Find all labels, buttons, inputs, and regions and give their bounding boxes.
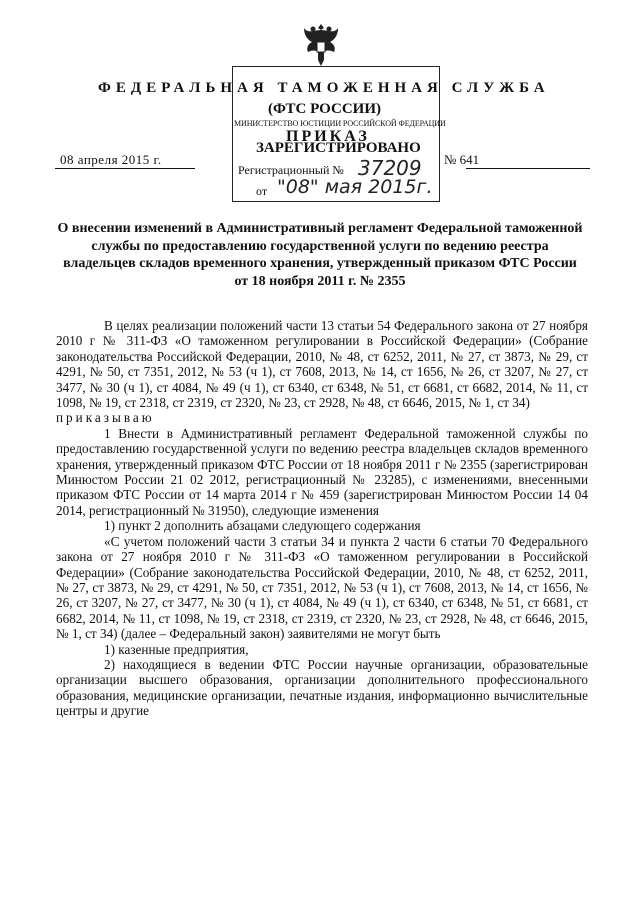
stamp-reg-date: "08" мая 2015г.: [277, 176, 433, 198]
order-date-underline: [55, 168, 195, 169]
order-verb: приказываю: [56, 410, 155, 426]
body-paragraph: 2) находящиеся в ведении ФТС России научные организации, образовательные организации высшего образования, организации дополнительного профессионального образования, медицинские организации, печатные издания, информационно вычислительные центры и другие: [56, 656, 588, 719]
document-title: О внесении изменений в Административный регламент Федеральной таможенной службы по предоставлению государственной услуги по ведению реестра владельцев складов временного хранения, утвержденный приказом ФТС России от 18 ноября 2011 г. № 2355: [57, 221, 583, 289]
stamp-reg-date-label: от: [256, 184, 268, 198]
order-date: 08 апреля 2015 г.: [60, 152, 162, 167]
agency-short-name: (ФТС РОССИИ): [268, 101, 382, 117]
coat-of-arms-emblem-icon: [300, 20, 342, 68]
document-body: [56, 318, 588, 719]
order-number: № 641: [444, 152, 480, 167]
body-paragraph: 1 Внести в Административный регламент Федеральной таможенной службы по предоставлению государственной услуги по ведению реестра владельцев складов временного хранения, утвержденный приказом ФТС России от 18 ноября 2011 г № 2355 (зарегистрирован Минюстом России 21 02 2012, регистрационный № 23285), с изменениями, внесенными приказом ФТС России от 14 марта 2014 г № 459 (зарегистрирован Минюстом России 14 04 2014, регистрационный № 31950), следующие изменения: [56, 425, 588, 518]
stamp-reg-number-label: Регистрационный №: [238, 163, 344, 177]
stamp-reg-number: 37209: [358, 156, 422, 180]
stamp-registered: ЗАРЕГИСТРИРОВАНО: [256, 140, 421, 156]
stamp-ministry: МИНИСТЕРСТВО ЮСТИЦИИ РОССИЙСКОЙ ФЕДЕРАЦИИ: [234, 119, 446, 128]
body-paragraph: 1) пункт 2 дополнить абзацами следующего содержания: [104, 518, 421, 534]
document-type: ПРИКАЗ: [286, 128, 370, 145]
body-paragraph: «С учетом положений части 3 статьи 34 и пункта 2 части 6 статьи 70 Федерального закона от 27 ноября 2010 г № 311-ФЗ «О таможенном регулировании в Российской Федерации» (Собрание законодательства Российской Федерации, 2010, № 48, ст 6252, 2011, № 27, ст 3873, № 29, ст 4291, № 50, ст 7351, 2012, № 53 (ч 1), ст 7608, 2013, № 14, ст 1656, № 26, ст 3207, № 27, ст 3477, № 30 (ч 1), ст 4084, № 49 (ч 1), ст 6340, ст 6348, № 51, ст 6681, ст 6682, 2014, № 11, ст 1098, № 19, ст 2318, ст 2319, ст 2320, № 23, ст 2928, № 48, ст 6646, 2015, № 1, ст 34) (далее – Федеральный закон) заявителями не могут быть: [56, 533, 588, 642]
body-paragraph: В целях реализации положений части 13 статьи 54 Федерального закона от 27 ноября 2010 г № 311-ФЗ «О таможенном регулировании в Российской Федерации» (Собрание законодательства Российской Федерации, 2010, № 48, ст 6252, 2011, № 27, ст 3873, № 29, ст 4291, № 50, ст 7351, 2012, № 53 (ч 1), ст 7608, 2013, № 14, ст 1656, № 26, ст 3207, № 27, ст 3477, № 30 (ч 1), ст 4084, № 49 (ч 1), ст 6340, ст 6348, № 51, ст 6681, ст 6682, 2014, № 11, ст 1098, № 19, ст 2318, ст 2319, ст 2320, № 23, ст 2928, № 48, ст 6646, 2015, № 1, ст 34): [56, 318, 588, 411]
agency-name: ФЕДЕРАЛЬНАЯ ТАМОЖЕННАЯ СЛУЖБА: [98, 80, 550, 96]
order-number-underline: [466, 168, 590, 169]
body-paragraph: 1) казенные предприятия,: [104, 641, 249, 657]
